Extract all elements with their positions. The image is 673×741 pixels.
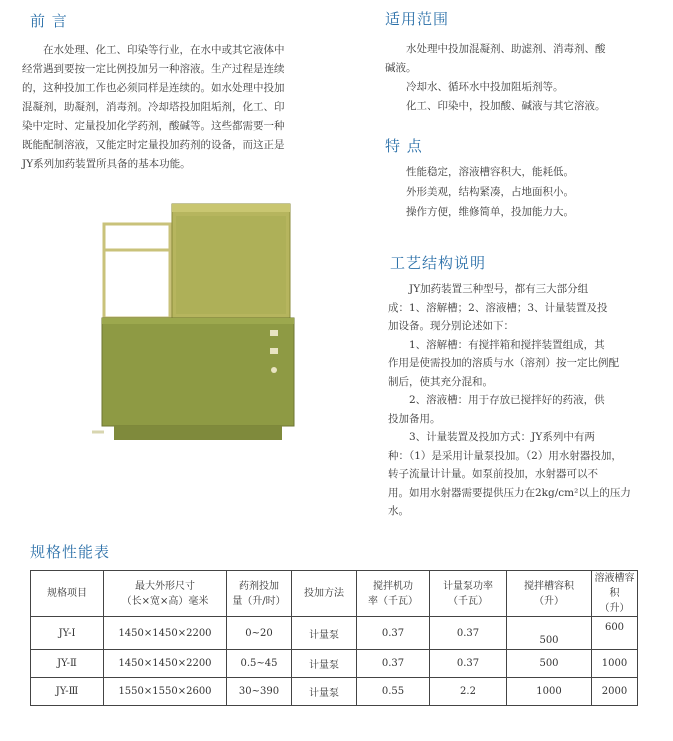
process-line: JY加药装置三种型号，都有三大部分组: [409, 283, 589, 295]
cell-dosing-rate: 30~390: [227, 678, 292, 706]
dosing-device-image: [92, 190, 307, 450]
header-pump-power: 计量泵功率 （千瓦）: [430, 571, 507, 617]
process-line: 种：（1）是采用计量泵投加。（2）用水射器投加，: [388, 449, 622, 462]
scope-line: 碱液。: [385, 62, 417, 74]
header-dimensions: 最大外形尺寸 （长×宽×高）毫米: [104, 571, 227, 617]
cell-dimensions: 1550×1550×2600: [104, 678, 227, 706]
cell-mixer-power: 0.37: [357, 617, 430, 650]
spec-title: 规格性能表: [30, 543, 111, 561]
features-text: [385, 162, 645, 222]
cell-dosing-method: 计量泵: [292, 617, 357, 650]
scope-line: 冷却水、循环水中投加阻垢剂等。: [406, 81, 564, 93]
process-line: 投加备用。: [388, 412, 441, 425]
features-line: 外形美观，结构紧凑，占地面积小。: [406, 186, 574, 198]
intro-title: 前 言: [30, 12, 68, 30]
features-line: 性能稳定，溶液槽容积大，能耗低。: [406, 166, 574, 178]
process-line: 转子流量计计量。如泵前投加，水射器可以不: [388, 468, 598, 480]
features-title: 特 点: [385, 137, 423, 155]
table-row: [31, 650, 638, 678]
cell-mixer-power: 0.37: [357, 650, 430, 678]
cell-dosing-method: 计量泵: [292, 678, 357, 706]
process-text: [388, 280, 653, 521]
cell-mixing-tank: 1000: [507, 678, 592, 706]
scope-title: 适用范围: [385, 10, 450, 28]
spec-header-row: [31, 571, 638, 617]
features-line: 操作方便，维修简单，投加能力大。: [406, 206, 574, 218]
process-line: 1、溶解槽：有搅拌箱和搅拌装置组成，其: [409, 338, 605, 351]
scope-text: [385, 40, 645, 116]
header-model: 规格项目: [31, 571, 104, 617]
intro-line: JY系列加药装置所具备的基本功能。: [22, 158, 191, 170]
process-line: 3、计量装置及投加方式：JY系列中有两: [409, 431, 595, 443]
scope-line: 水处理中投加混凝剂、助滤剂、消毒剂、酸: [406, 43, 606, 55]
process-line: 2、溶液槽：用于存放已搅拌好的药液，供: [409, 394, 605, 406]
process-line: 用。如用水射器需要提供压力在2kg/cm²以上的压力: [388, 486, 631, 499]
cell-model: JY-Ⅱ: [31, 650, 104, 678]
intro-line: 既能配制溶液，又能定时定量投加药剂的设备，而这正是: [22, 139, 285, 151]
table-row: [31, 678, 638, 706]
cell-pump-power: 0.37: [430, 617, 507, 650]
cell-mixing-tank: 500: [507, 650, 592, 678]
scope-line: 化工、印染中，投加酸、碱液与其它溶液。: [406, 100, 606, 112]
header-mixing-tank: 搅拌槽容积 （升）: [507, 571, 592, 617]
intro-line: 染中定时、定量投加化学药剂，酸碱等。这些都需要一种: [22, 120, 285, 132]
cell-mixing-tank: 500: [507, 617, 592, 650]
cell-dimensions: 1450×1450×2200: [104, 617, 227, 650]
cell-solution-tank: 1000: [592, 650, 638, 678]
cell-pump-power: 0.37: [430, 650, 507, 678]
intro-line: 混凝剂，助凝剂，消毒剂。冷却塔投加阻垢剂，化工、印: [22, 101, 285, 113]
cell-pump-power: 2.2: [430, 678, 507, 706]
process-title: 工艺结构说明: [390, 254, 487, 272]
cell-model: JY-Ⅲ: [31, 678, 104, 706]
cell-dosing-method: 计量泵: [292, 650, 357, 678]
cell-dimensions: 1450×1450×2200: [104, 650, 227, 678]
header-dosing-rate: 药剂投加 量（升/时）: [227, 571, 292, 617]
header-solution-tank: 溶液槽容积 （升）: [592, 571, 638, 617]
intro-line: 在水处理、化工、印染等行业，在水中或其它液体中: [43, 44, 285, 56]
spec-table: [30, 570, 638, 706]
cell-solution-tank: 2000: [592, 678, 638, 706]
intro-text: [22, 41, 342, 174]
process-line: 加设备。现分别论述如下：: [388, 320, 514, 332]
cell-solution-tank: 600: [592, 617, 638, 650]
intro-line: 经常遇到要按一定比例投加另一种溶液。生产过程是连续: [22, 63, 285, 75]
header-dosing-method: 投加方法: [292, 571, 357, 617]
header-mixer-power: 搅拌机功 率（千瓦）: [357, 571, 430, 617]
table-row: [31, 617, 638, 650]
cell-dosing-rate: 0.5~45: [227, 650, 292, 678]
process-line: 成：1、溶解槽；2、溶液槽；3、计量装置及投: [388, 301, 608, 314]
intro-line: 的，这种投加工作也必须同样是连续的。如水处理中投加: [22, 82, 285, 94]
process-line: 作用是使需投加的溶质与水（溶剂）按一定比例配: [388, 357, 619, 369]
cell-dosing-rate: 0~20: [227, 617, 292, 650]
process-line: 水。: [388, 505, 409, 517]
process-line: 制后，使其充分混和。: [388, 375, 493, 388]
cell-mixer-power: 0.55: [357, 678, 430, 706]
cell-model: JY-Ⅰ: [31, 617, 104, 650]
